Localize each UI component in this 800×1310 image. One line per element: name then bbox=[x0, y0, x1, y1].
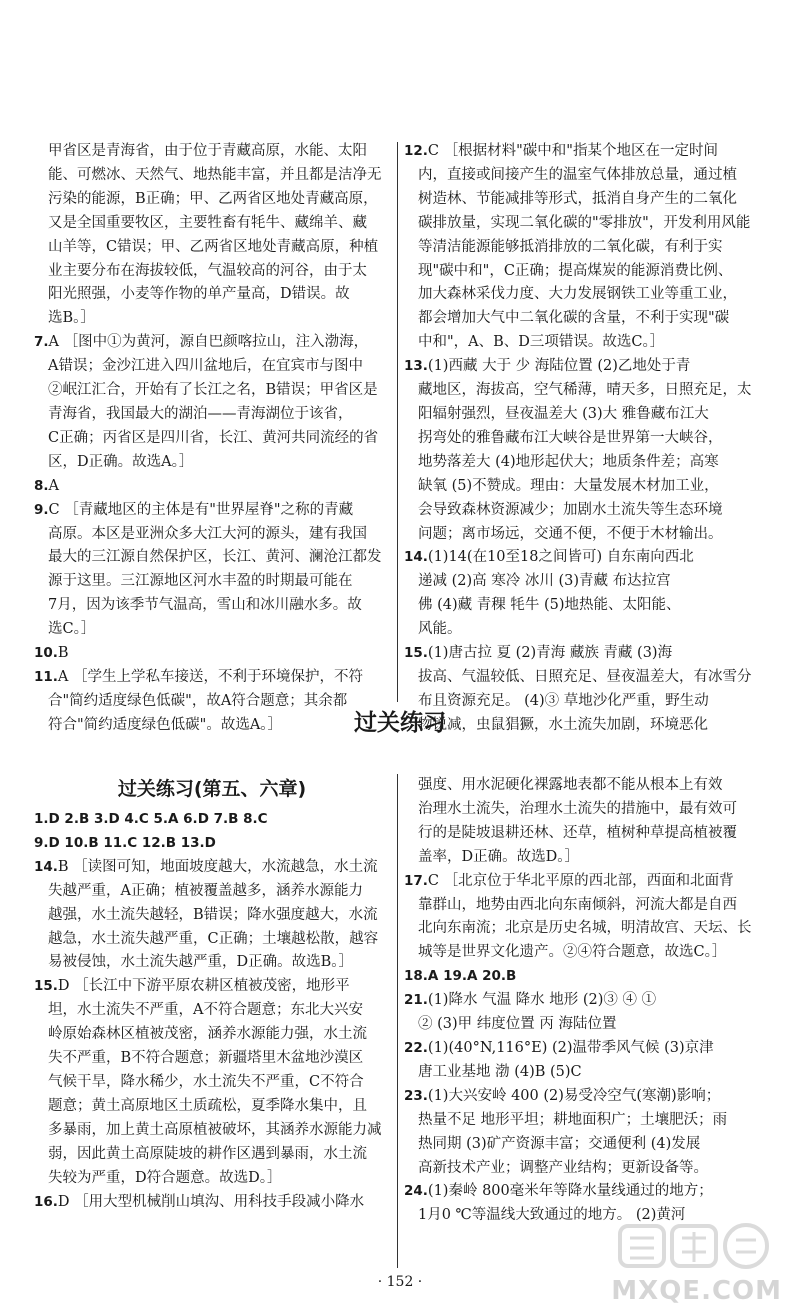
answer-line bbox=[404, 666, 774, 690]
answer-text: 北向东南流；北京是历史名城，明清故宫、天坛、长 bbox=[418, 920, 752, 937]
answer-line bbox=[404, 965, 774, 989]
question-number: 24. bbox=[404, 1183, 428, 1200]
answer-line bbox=[404, 642, 774, 666]
answer-text: 甲省区是青海省，由于位于青藏高原，水能、太阳 bbox=[48, 143, 367, 159]
answer-text: (1)(40°N,116°E) (2)温带季风气候 (3)京津 bbox=[427, 1039, 714, 1056]
answer-text: 碳排放量，实现二氧化碳的"零排放"，开发利用风能 bbox=[418, 214, 751, 231]
question-number: 13. bbox=[404, 358, 428, 375]
answer-text: 区，D正确。故选A。］ bbox=[48, 453, 194, 470]
answer-line bbox=[404, 1085, 774, 1109]
answer-text: C ［根据材料"碳中和"指某个地区在一定时间 bbox=[427, 143, 718, 159]
question-number: 10. bbox=[34, 645, 58, 662]
answer-column-top-left bbox=[34, 140, 390, 738]
answer-text: 热同期 (3)矿产资源丰富；交通便利 (4)发展 bbox=[418, 1135, 701, 1152]
answer-text: A错误；金沙江进入四川盆地后，在宜宾市与图中 bbox=[48, 358, 363, 375]
answer-text: 山羊等，C错误；甲、乙两省区地处青藏高原，种植 bbox=[48, 238, 379, 255]
answer-line bbox=[404, 570, 774, 594]
answer-text: 树造林、节能减排等形式，抵消自身产生的二氧化 bbox=[418, 190, 737, 207]
answer-line bbox=[404, 594, 774, 618]
answer-line bbox=[404, 331, 774, 355]
answer-text: 物锐减，虫鼠猖獗，水土流失加剧，环境恶化 bbox=[418, 716, 708, 733]
question-number: 17. bbox=[404, 872, 428, 889]
answer-text: B ［读图可知，地面坡度越大，水流越急，水土流 bbox=[57, 858, 378, 875]
answer-text: 合"简约适度绿色低碳"，故A符合题意；其余都 bbox=[48, 692, 348, 709]
answer-line bbox=[404, 379, 774, 403]
answer-line bbox=[404, 1061, 774, 1085]
answer-text: 唐工业基地 渤 (4)B (5)C bbox=[418, 1063, 582, 1080]
answer-line bbox=[404, 212, 774, 236]
answer-text: 行的是陡坡退耕还林、还草，植树种草提高植被覆 bbox=[418, 824, 737, 841]
column-divider-bottom bbox=[397, 774, 398, 1268]
answer-line bbox=[404, 1180, 774, 1204]
answer-line bbox=[34, 594, 390, 618]
answer-text: 失越严重，A正确；植被覆盖越多，涵养水源能力 bbox=[48, 882, 363, 899]
answer-line bbox=[34, 1071, 390, 1095]
question-number: 22. bbox=[404, 1039, 428, 1056]
answer-line bbox=[34, 1119, 390, 1143]
answer-text: 内，直接或间接产生的温室气体排放总量，通过植 bbox=[418, 166, 737, 183]
answer-line bbox=[34, 1047, 390, 1071]
question-number: 9. bbox=[34, 501, 49, 518]
answer-line bbox=[404, 355, 774, 379]
answer-text: 风能。 bbox=[418, 621, 462, 638]
answer-text: 9.D 10.B 11.C 12.B 13.D bbox=[34, 834, 216, 851]
answer-line bbox=[34, 1191, 390, 1215]
question-number: 16. bbox=[34, 1193, 58, 1210]
answer-text: 强度、用水泥硬化裸露地表都不能从根本上有效 bbox=[418, 777, 723, 793]
answer-line bbox=[404, 283, 774, 307]
answer-line bbox=[34, 808, 390, 832]
answer-line bbox=[34, 856, 390, 880]
question-number: 15. bbox=[404, 645, 428, 662]
answer-text: 会导致森林资源减少；加剧水土流失等生态环境 bbox=[418, 501, 723, 518]
answer-text: C ［北京位于华北平原的西北部，西面和北面背 bbox=[427, 872, 734, 889]
answer-text: 1.D 2.B 3.D 4.C 5.A 6.D 7.B 8.C bbox=[34, 811, 268, 827]
answer-line bbox=[404, 451, 774, 475]
answer-line bbox=[404, 894, 774, 918]
answer-text: 业主要分布在海拔较低，气温较高的河谷，由于太 bbox=[48, 262, 367, 279]
answer-line bbox=[34, 880, 390, 904]
answer-text: B bbox=[57, 645, 69, 662]
answer-text: 弱，因此黄土高原陡坡的耕作区遇到暴雨，水土流 bbox=[48, 1145, 367, 1162]
answer-text: 拐弯处的雅鲁藏布江大峡谷是世界第一大峡谷， bbox=[418, 429, 723, 446]
answer-text: 气候干旱，降水稀少，水土流失不严重，C不符合 bbox=[48, 1073, 364, 1090]
answer-line bbox=[34, 928, 390, 952]
answer-line bbox=[404, 475, 774, 499]
answer-text: 18.A 19.A 20.B bbox=[404, 968, 517, 985]
answer-text: 越强，水土流失越轻，B错误；降水强度越大，水流 bbox=[48, 906, 378, 923]
column-divider-top bbox=[397, 142, 398, 702]
answer-text: 选B。］ bbox=[48, 310, 95, 327]
answer-line bbox=[34, 523, 390, 547]
answer-text: 高新技术产业；调整产业结构；更新设备等。 bbox=[418, 1159, 708, 1176]
answer-text: ②岷江汇合，开始有了长江之名，B错误；甲省区是 bbox=[48, 382, 378, 399]
answer-line bbox=[34, 188, 390, 212]
answer-column-bottom-right bbox=[404, 774, 774, 1228]
answer-text: ② (3)甲 纬度位置 丙 海陆位置 bbox=[418, 1016, 617, 1033]
answer-line bbox=[34, 1023, 390, 1047]
answer-line bbox=[404, 140, 774, 164]
answer-text: 治理水土流失，治理水土流失的措施中，最有效可 bbox=[418, 800, 737, 817]
question-number: 8. bbox=[34, 477, 49, 494]
answer-text: 阳辐射强烈，昼夜温差大 (3)大 雅鲁藏布江大 bbox=[418, 405, 709, 422]
answer-line bbox=[404, 403, 774, 427]
answer-line bbox=[404, 774, 774, 798]
answer-line bbox=[404, 523, 774, 547]
answer-text: 又是全国重要牧区，主要牲畜有牦牛、藏绵羊、藏 bbox=[48, 214, 367, 231]
question-number: 7. bbox=[34, 334, 49, 351]
answer-text: 能、可燃冰、天然气、地热能丰富，并且都是洁净无 bbox=[48, 166, 382, 183]
answer-text: 城等是世界文化遗产。②④符合题意，故选C。］ bbox=[418, 944, 727, 961]
answer-line bbox=[34, 260, 390, 284]
answer-text: (1)大兴安岭 400 (2)易受冷空气(寒潮)影响； bbox=[427, 1087, 721, 1104]
answer-text: 拔高、气温较低、日照充足、昼夜温差大，有冰雪分 bbox=[418, 668, 752, 685]
answer-text: (1)14(在10至18之间皆可) 自东南向西北 bbox=[427, 549, 694, 566]
watermark-url: MXQE.COM bbox=[611, 1276, 782, 1306]
answer-text: 盖率，D正确。故选D。］ bbox=[418, 848, 580, 865]
answer-text: D ［用大型机械削山填沟、用科技手段减小降水 bbox=[57, 1193, 365, 1210]
answer-line bbox=[34, 403, 390, 427]
answer-text: 选C。］ bbox=[48, 621, 96, 638]
question-number: 15. bbox=[34, 978, 58, 995]
watermark bbox=[590, 1222, 786, 1308]
answer-line bbox=[34, 1143, 390, 1167]
answer-text: C ［青藏地区的主体是有"世界屋脊"之称的青藏 bbox=[48, 501, 354, 518]
answer-line bbox=[34, 475, 390, 499]
answer-column-top-right bbox=[404, 140, 774, 738]
answer-line bbox=[34, 283, 390, 307]
answer-column-bottom-left bbox=[34, 808, 390, 1214]
answer-line bbox=[34, 999, 390, 1023]
answer-line bbox=[34, 427, 390, 451]
answer-line bbox=[404, 618, 774, 642]
answer-line bbox=[34, 570, 390, 594]
question-number: 21. bbox=[404, 992, 428, 1009]
answer-text: 失不严重，B不符合题意；新疆塔里木盆地沙漠区 bbox=[48, 1050, 364, 1067]
answer-line bbox=[34, 1167, 390, 1191]
answer-text: 最大的三江源自然保护区，长江、黄河、澜沧江都发 bbox=[48, 549, 382, 566]
answer-line bbox=[404, 1133, 774, 1157]
question-number: 12. bbox=[404, 143, 428, 159]
answer-text: D ［长江中下游平原农耕区植被茂密，地形平 bbox=[57, 978, 350, 995]
answer-line bbox=[404, 1037, 774, 1061]
question-number: 11. bbox=[34, 668, 58, 685]
answer-text: A ［图中①为黄河，源自巴颜喀拉山，注入渤海， bbox=[48, 334, 369, 351]
answer-text: 中和"，A、B、D三项错误。故选C。］ bbox=[418, 334, 665, 351]
answer-text: (1)西藏 大于 少 海陆位置 (2)乙地处于青 bbox=[427, 358, 691, 375]
answer-line bbox=[34, 1095, 390, 1119]
answer-line bbox=[34, 951, 390, 975]
answer-line bbox=[34, 832, 390, 856]
answer-line bbox=[34, 904, 390, 928]
answer-text: 坦，水土流失不严重，A不符合题意；东北大兴安 bbox=[48, 1002, 363, 1019]
answer-text: 热量不足 地形平坦；耕地面积广；土壤肥沃；雨 bbox=[418, 1111, 728, 1128]
answer-text: 等清洁能源能够抵消排放的二氧化碳，有利于实 bbox=[418, 238, 723, 255]
answer-text: 高原。本区是亚洲众多大江大河的源头，建有我国 bbox=[48, 525, 367, 542]
answer-line bbox=[34, 140, 390, 164]
answer-line bbox=[404, 307, 774, 331]
answer-text: 青海省，我国最大的湖泊——青海湖位于该省， bbox=[48, 405, 353, 422]
answer-text: 易被侵蚀，水土流失越严重，D正确。故选B。］ bbox=[48, 954, 354, 971]
question-number: 23. bbox=[404, 1087, 428, 1104]
answer-text: A ［学生上学私车接送，不利于环境保护，不符 bbox=[57, 668, 364, 685]
question-number: 14. bbox=[404, 549, 428, 566]
chapter-subtitle: 过关练习(第五、六章) bbox=[117, 778, 307, 800]
answer-line bbox=[34, 666, 390, 690]
answer-text: 题意；黄土高原地区土质疏松，夏季降水集中，且 bbox=[48, 1097, 367, 1114]
answer-line bbox=[34, 975, 390, 999]
answer-line bbox=[34, 379, 390, 403]
answer-text: 符合"简约适度绿色低碳"。故选A。］ bbox=[48, 716, 283, 733]
question-number: 14. bbox=[34, 858, 58, 875]
answer-text: 源于这里。三江源地区河水丰盈的时期最可能在 bbox=[48, 573, 353, 590]
answer-line bbox=[34, 307, 390, 331]
answer-line bbox=[404, 989, 774, 1013]
answer-line bbox=[404, 499, 774, 523]
answer-text: 布且资源充足。 (4)③ 草地沙化严重，野生动 bbox=[418, 692, 709, 709]
answer-text: (1)秦岭 800毫米年等降水量线通过的地方； bbox=[427, 1183, 713, 1200]
answer-text: 佛 (4)藏 青稞 牦牛 (5)地热能、太阳能、 bbox=[418, 597, 681, 614]
answer-line bbox=[404, 260, 774, 284]
answer-text: 失较为严重，D符合题意。故选D。］ bbox=[48, 1169, 282, 1186]
answer-text: 藏地区，海拔高，空气稀薄，晴天多，日照充足，太 bbox=[418, 382, 752, 399]
answer-line bbox=[404, 798, 774, 822]
answer-line bbox=[404, 236, 774, 260]
answer-text: 阳光照强，小麦等作物的单产量高，D错误。故 bbox=[48, 286, 350, 303]
answer-text: 递减 (2)高 寒冷 冰川 (3)青藏 布达拉宫 bbox=[418, 573, 671, 590]
answer-line bbox=[404, 188, 774, 212]
page-number: · 152 · bbox=[377, 1274, 423, 1290]
answer-text: 靠群山，地势由西北向东南倾斜，河流大都是自西 bbox=[418, 896, 737, 913]
answer-text: 1月0 ℃等温线大致通过的地方。 (2)黄河 bbox=[418, 1207, 686, 1224]
answer-text: 越急，水土流失越严重，C正确；土壤越松散，越容 bbox=[48, 930, 379, 947]
answer-line bbox=[404, 822, 774, 846]
answer-text: 多暴雨，加上黄土高原植被破坏，其涵养水源能力减 bbox=[48, 1121, 382, 1138]
answer-text: 问题；离市场远，交通不便，不便于木材输出。 bbox=[418, 525, 723, 542]
answer-text: 缺氧 (5)不赞成。理由：大量发展木材加工业， bbox=[418, 477, 719, 494]
answer-line bbox=[404, 1109, 774, 1133]
answer-line bbox=[34, 236, 390, 260]
answer-line bbox=[404, 427, 774, 451]
answer-text: (1)降水 气温 降水 地形 (2)③ ④ ① bbox=[427, 992, 657, 1009]
answer-line bbox=[34, 499, 390, 523]
answer-line bbox=[404, 164, 774, 188]
answer-line bbox=[34, 331, 390, 355]
answer-line bbox=[34, 164, 390, 188]
answer-text: 污染的能源，B正确；甲、乙两省区地处青藏高原， bbox=[48, 190, 378, 207]
section-title: 过关练习 bbox=[354, 710, 446, 736]
answer-line bbox=[404, 1157, 774, 1181]
watermark-logo-icon bbox=[590, 1222, 786, 1272]
answer-line bbox=[404, 1013, 774, 1037]
answer-line bbox=[34, 355, 390, 379]
answer-text: 加大森林采伐力度、大力发展钢铁工业等重工业， bbox=[418, 286, 737, 303]
answer-line bbox=[34, 642, 390, 666]
answer-text: 现"碳中和"，C正确；提高煤炭的能源消费比例、 bbox=[418, 262, 733, 279]
answer-text: C正确；丙省区是四川省，长江、黄河共同流经的省 bbox=[48, 429, 379, 446]
answer-line bbox=[404, 846, 774, 870]
answer-line bbox=[404, 917, 774, 941]
answer-text: 地势落差大 (4)地形起伏大；地质条件差；高寒 bbox=[418, 453, 719, 470]
answer-line bbox=[34, 451, 390, 475]
answer-text: 7月，因为该季节气温高，雪山和冰川融水多。故 bbox=[48, 597, 362, 614]
answer-line bbox=[404, 941, 774, 965]
answer-line bbox=[404, 870, 774, 894]
answer-text: 都会增加大气中二氧化碳的含量，不利于实现"碳 bbox=[418, 310, 730, 327]
answer-text: A bbox=[48, 477, 60, 494]
answer-line bbox=[34, 212, 390, 236]
answer-line bbox=[404, 546, 774, 570]
answer-line bbox=[34, 546, 390, 570]
answer-text: (1)唐古拉 夏 (2)青海 藏族 青藏 (3)海 bbox=[427, 645, 673, 662]
answer-text: 岭原始森林区植被茂密，涵养水源能力强，水土流 bbox=[48, 1026, 367, 1043]
answer-line bbox=[34, 618, 390, 642]
